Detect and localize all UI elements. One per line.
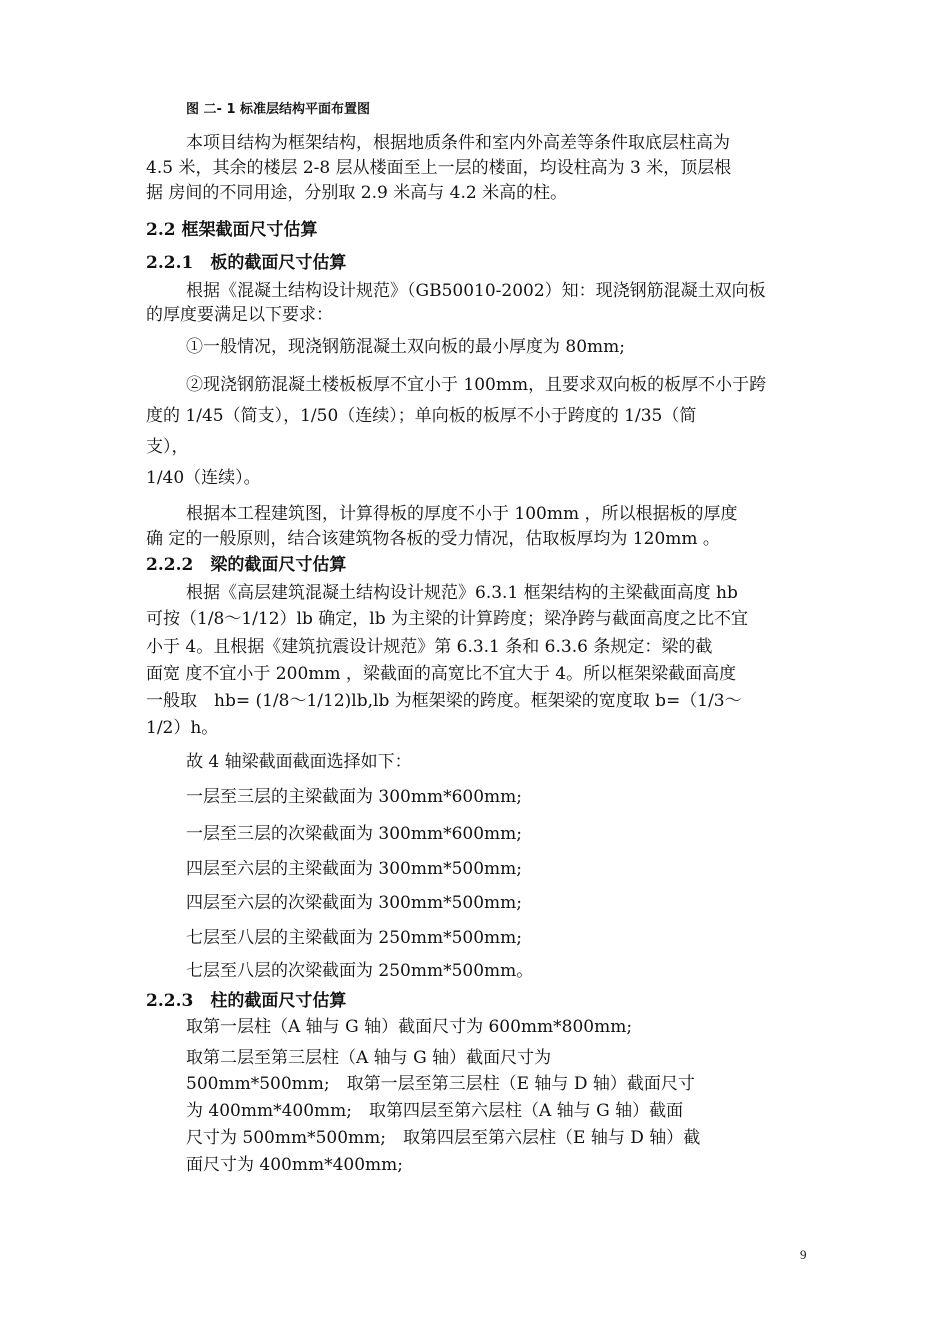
page-number: 9: [800, 1247, 807, 1262]
column-text-line: 取第一层柱（A 轴与 G 轴）截面尺寸为 600mm*800mm;: [186, 1017, 633, 1037]
intro-line: 4.5 米，其余的楼层 2-8 层从楼面至上一层的楼面，均设柱高为 3 米，顶层根: [146, 158, 732, 178]
slab-text-line: 根据本工程建筑图，计算得板的厚度不小于 100mm ，所以根据板的厚度: [186, 504, 738, 524]
slab-text-line: 1/40（连续）。: [146, 468, 261, 488]
subsection-heading: 2.2.3 柱的截面尺寸估算: [146, 991, 347, 1011]
slab-text-line: ①一般情况，现浇钢筋混凝土双向板的最小厚度为 80mm;: [186, 337, 626, 357]
beam-item: 四层至六层的次梁截面为 300mm*500mm;: [186, 893, 523, 913]
intro-line: 本项目结构为框架结构，根据地质条件和室内外高差等条件取底层柱高为: [186, 133, 730, 153]
slab-text-line: ②现浇钢筋混凝土楼板板厚不宜小于 100mm，且要求双向板的板厚不小于跨: [186, 375, 767, 395]
slab-text-line: 确 定的一般原则，结合该建筑物各板的受力情况，估取板厚均为 120mm 。: [146, 529, 720, 549]
beam-item: 七层至八层的次梁截面为 250mm*500mm。: [186, 961, 534, 981]
beam-intro: 故 4 轴梁截面截面选择如下：: [186, 752, 412, 772]
slab-text-line: 支），: [146, 437, 189, 457]
column-text-line: 面尺寸为 400mm*400mm;: [186, 1155, 404, 1175]
column-text-line: 尺寸为 500mm*500mm; 取第四层至第六层柱（E 轴与 D 轴）截: [186, 1128, 701, 1148]
intro-line: 据 房间的不同用途，分别取 2.9 米高与 4.2 米高的柱。: [146, 183, 568, 203]
beam-text-line: 面宽 度不宜小于 200mm ，梁截面的高宽比不宜大于 4。所以框架梁截面高度: [146, 664, 737, 684]
beam-text-line: 1/2）h。: [146, 718, 219, 738]
beam-text-line: 根据《高层建筑混凝土结构设计规范》6.3.1 框架结构的主梁截面高度 hb: [186, 583, 738, 603]
slab-text-line: 根据《混凝土结构设计规范》（GB50010-2002）知：现浇钢筋混凝土双向板: [186, 281, 766, 301]
beam-text-line: 小于 4。且根据《建筑抗震设计规范》第 6.3.1 条和 6.3.6 条规定：梁的截: [146, 637, 713, 657]
beam-item: 四层至六层的主梁截面为 300mm*500mm;: [186, 859, 523, 879]
slab-text-line: 度的 1/45（简支），1/50（连续）；单向板的板厚不小于跨度的 1/35（简: [146, 406, 697, 426]
section-heading: 2.2 框架截面尺寸估算: [146, 220, 318, 240]
subsection-heading: 2.2.1 板的截面尺寸估算: [146, 253, 347, 273]
figure-caption: 图 二- 1 标准层结构平面布置图: [186, 102, 371, 117]
beam-item: 七层至八层的主梁截面为 250mm*500mm;: [186, 928, 523, 948]
beam-text-line: 可按（1/8～1/12）lb 确定，lb 为主梁的计算跨度；梁净跨与截面高度之比不宜: [146, 609, 748, 629]
subsection-heading: 2.2.2 梁的截面尺寸估算: [146, 555, 347, 575]
column-text-line: 为 400mm*400mm; 取第四层至第六层柱（A 轴与 G 轴）截面: [186, 1101, 684, 1121]
beam-item: 一层至三层的主梁截面为 300mm*600mm;: [186, 787, 523, 807]
beam-text-line: 一般取 hb= (1/8～1/12)lb,lb 为框架梁的跨度。框架梁的宽度取 b=（1/3～: [146, 691, 742, 711]
column-text-line: 500mm*500mm; 取第一层至第三层柱（E 轴与 D 轴）截面尺寸: [186, 1074, 695, 1094]
beam-item: 一层至三层的次梁截面为 300mm*600mm;: [186, 824, 523, 844]
slab-text-line: 的厚度要满足以下要求：: [146, 305, 333, 325]
column-text-line: 取第二层至第三层柱（A 轴与 G 轴）截面尺寸为: [186, 1048, 552, 1068]
